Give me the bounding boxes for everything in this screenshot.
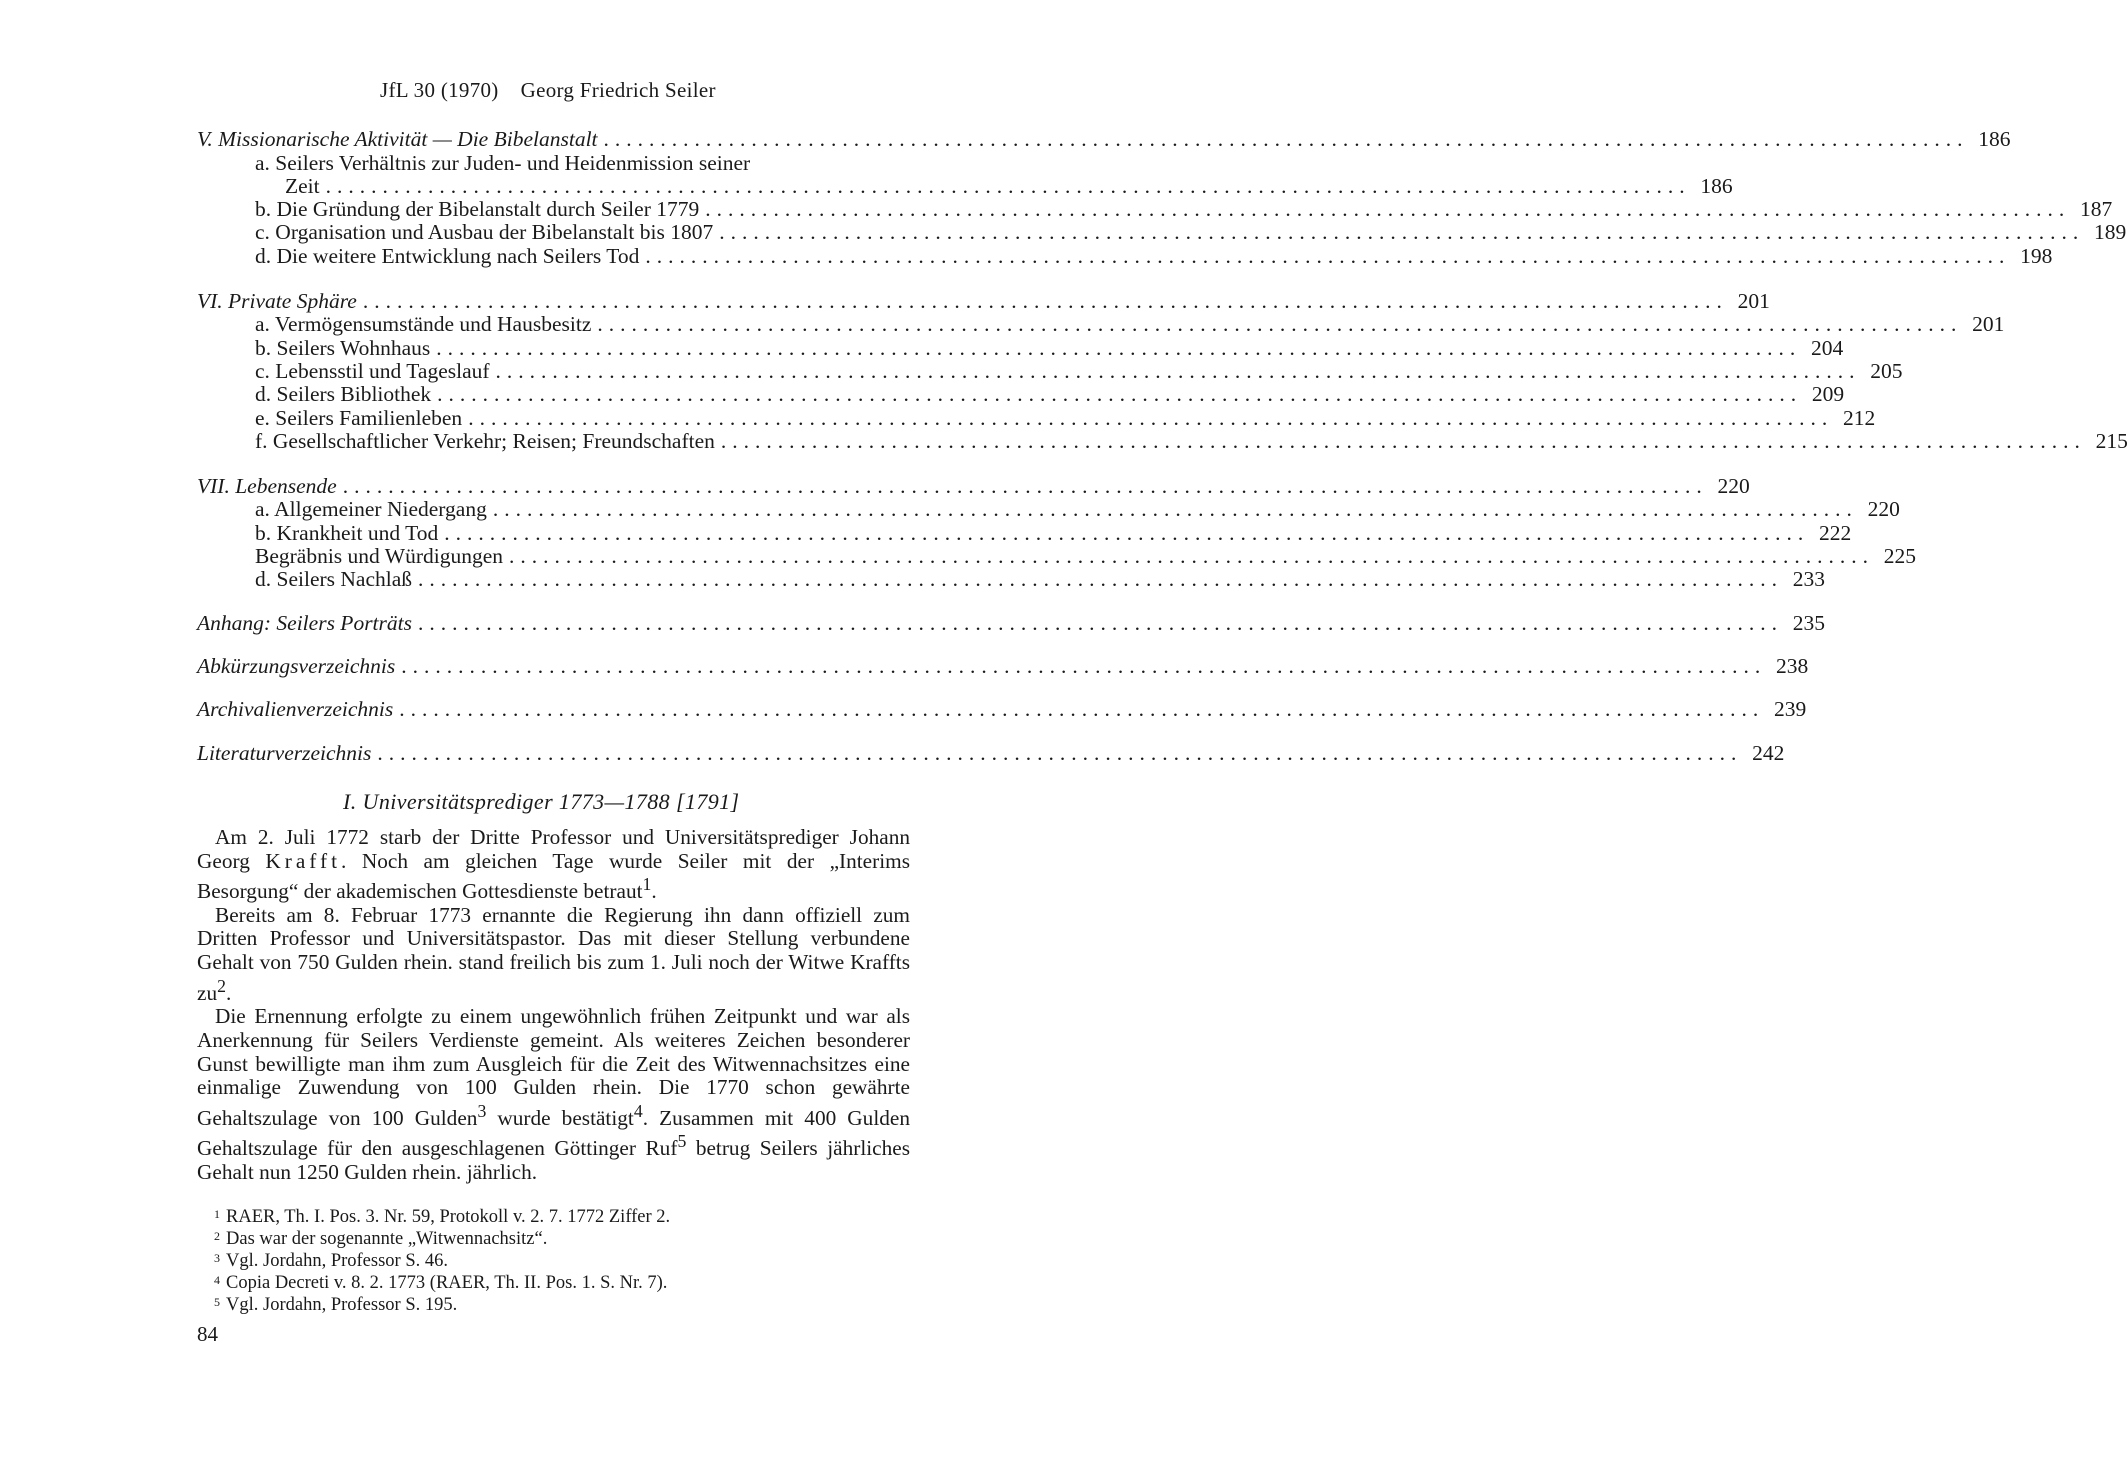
- toc-page-number: 220: [1867, 497, 1900, 522]
- toc-entry-title: a. Vermögensumstände und Hausbesitz: [255, 312, 592, 337]
- paragraph: Bereits am 8. Februar 1773 ernannte die Regierung ihn dann offiziell zum Dritten Professor und Universitätspastor. Das mit dieser Stellung verbundene Gehalt von 750 Gulden rhein. stand freilich bis zum 1. Juli noch der Witwe Kraffts $zu^2$.: [197, 902, 910, 1005]
- paragraph: Die Ernennung erfolgte zu einem ungewöhnlich frühen Zeitpunkt und war als Anerkennung für Seilers Verdienste gemeint. Als weiteres Zeichen besonderer Gunst bewilligte man ihm zum Ausgleich für die Zeit des Witwennachsitzes eine einmalige Zuwendung von 100 Gulden rhein. Die 1770 schon gewährte Gehaltszulage von 100 Gulden$^3$ wurde bestätigt$^4$. Zusammen mit 400 Gulden Gehaltszulage für den ausgeschlagenen Göttinger Ruf$^5$ betrug Seilers jährliches Gehalt nun 1250 Gulden rhein. jährlich.: [197, 1004, 911, 1185]
- toc-page-number: 222: [1818, 520, 1852, 545]
- toc-entry-title: f. Gesellschaftlicher Verkehr; Reisen; Freundschaften: [255, 428, 715, 453]
- footnote: $^2$ Das war der sogenannte „Witwennachsitz“.: [214, 1229, 548, 1249]
- leader-dots: ........................................................................................................................: [645, 243, 2011, 268]
- toc-entry-title: VI. Private Sphäre: [197, 289, 357, 314]
- body-text: [197, 826, 910, 1185]
- leader-dots: ........................................................................................................................: [509, 544, 1875, 569]
- leader-dots: ........................................................................................................................: [492, 497, 1858, 522]
- toc-page-number: 201: [1737, 289, 1770, 314]
- toc-entry: [197, 151, 913, 174]
- toc-page-number: 220: [1717, 474, 1750, 499]
- toc-entry-continuation: [197, 173, 1733, 198]
- toc-appendix-abbreviations: [197, 653, 1809, 678]
- toc-page-number: 225: [1883, 544, 1917, 569]
- footnote: $^5$ Vgl. Jordahn, Professor S. 195.: [214, 1295, 458, 1315]
- toc-page-number: 186: [1978, 127, 2011, 152]
- toc-page-number: 239: [1773, 697, 1807, 722]
- toc-entry: [197, 312, 2005, 337]
- toc-page-number: 238: [1776, 653, 1809, 678]
- toc-entry: [197, 382, 1845, 407]
- table-of-contents: [197, 127, 2128, 765]
- toc-page-number: 233: [1792, 567, 1826, 592]
- toc-entry: [197, 243, 2053, 268]
- toc-page-number: 242: [1752, 740, 1785, 765]
- footnote: $^4$ Copia Decreti v. 8. 2. 1773 (RAER, Th. II. Pos. 1. S. Nr. 7).: [214, 1273, 668, 1293]
- footnotes: [214, 1205, 670, 1315]
- leader-dots: ........................................................................................................................: [436, 335, 1802, 360]
- toc-entry-title: Literaturverzeichnis: [197, 740, 372, 765]
- toc-page-number: 215: [2095, 428, 2128, 453]
- toc-page-number: 204: [1810, 335, 1844, 360]
- leader-dots: ........................................................................................................................: [719, 220, 2085, 245]
- toc-entry-title: e. Seilers Familienleben: [255, 405, 463, 430]
- toc-entry-title: VII. Lebensende: [197, 474, 337, 499]
- toc-entry-title: d. Seilers Bibliothek: [255, 382, 432, 407]
- toc-page-number: 186: [1700, 173, 1733, 198]
- chapter-heading: I. Universitätsprediger 1773—1788 [1791]: [343, 789, 740, 814]
- leader-dots: ........................................................................................................................: [418, 610, 1783, 635]
- leader-dots: ........................................................................................................................: [437, 382, 1803, 407]
- toc-entry-title: b. Seilers Wohnhaus: [255, 335, 431, 360]
- leader-dots: ........................................................................................................................: [342, 474, 1708, 499]
- toc-entry: [197, 220, 2127, 245]
- toc-entry: [197, 520, 1852, 545]
- spaced-name: Krafft: [265, 848, 342, 873]
- toc-page-number: 201: [1972, 312, 2005, 337]
- toc-entry: [197, 428, 2128, 453]
- toc-section-v: [197, 127, 2011, 152]
- footnote-marker: 4: [633, 1100, 643, 1121]
- paragraph: Am 2. Juli 1772 starb der Dritte Professor und Universitätsprediger Johann Georg Krafft. Noch am gleichen Tage wurde Seiler mit der „Interims Besorgung“ der akademischen Gottesdienste betraut$^1$.: [197, 825, 910, 904]
- toc-entry-title: c. Lebensstil und Tageslauf: [255, 358, 490, 383]
- toc-entry-title: Abkürzungsverzeichnis: [197, 653, 396, 678]
- toc-entry-title: d. Die weitere Entwicklung nach Seilers Tod: [255, 243, 640, 268]
- toc-appendix-portraits: [197, 610, 1825, 635]
- toc-entry-title: Begräbnis und Würdigungen: [255, 544, 504, 569]
- toc-entry: [197, 335, 1844, 360]
- toc-entry-title: b. Krankheit und Tod: [255, 520, 439, 545]
- toc-entry-title: Zeit: [285, 173, 320, 198]
- toc-entry-title: V. Missionarische Aktivität — Die Bibelanstalt: [197, 127, 598, 152]
- toc-entry-title: a. Seilers Verhältnis zur Juden- und Heidenmission seiner: [255, 150, 751, 175]
- toc-section-vi: [197, 289, 1770, 314]
- leader-dots: ........................................................................................................................: [720, 428, 2086, 453]
- toc-page-number: 205: [1870, 358, 1903, 383]
- footnote-marker: 3: [477, 1100, 487, 1121]
- toc-entry-title: Anhang: Seilers Porträts: [197, 610, 412, 635]
- leader-dots: ........................................................................................................................: [597, 312, 1963, 337]
- toc-page-number: 198: [2020, 243, 2053, 268]
- toc-entry-title: a. Allgemeiner Niedergang: [255, 497, 487, 522]
- toc-entry: [197, 497, 1900, 522]
- page-number: 84: [197, 1322, 218, 1346]
- toc-entry-title: Archivalienverzeichnis: [197, 697, 394, 722]
- footnote: $^3$ Vgl. Jordahn, Professor S. 46.: [214, 1251, 448, 1271]
- toc-appendix-archives: [197, 697, 1807, 722]
- toc-entry: [197, 197, 2113, 222]
- leader-dots: ........................................................................................................................: [362, 289, 1728, 314]
- footnote-marker: 2: [217, 975, 226, 996]
- leader-dots: ........................................................................................................................: [603, 127, 1969, 152]
- toc-entry-title: c. Organisation und Ausbau der Bibelanstalt bis 1807: [255, 220, 714, 245]
- footnote: $^1$ RAER, Th. I. Pos. 3. Nr. 59, Protokoll v. 2. 7. 1772 Ziffer 2.: [214, 1207, 671, 1227]
- leader-dots: ........................................................................................................................: [377, 740, 1743, 765]
- toc-page-number: 235: [1792, 610, 1825, 635]
- toc-section-vii: [197, 474, 1750, 499]
- leader-dots: ........................................................................................................................: [325, 173, 1691, 198]
- toc-entry: [197, 358, 1903, 383]
- running-header: [380, 78, 716, 103]
- toc-page-number: 209: [1811, 382, 1845, 407]
- toc-page-number: 189: [2093, 220, 2127, 245]
- footnote-marker: 5: [677, 1131, 687, 1152]
- leader-dots: ........................................................................................................................: [495, 358, 1861, 383]
- toc-page-number: 212: [1842, 405, 1876, 430]
- leader-dots: ........................................................................................................................: [468, 405, 1834, 430]
- toc-entry-title: b. Die Gründung der Bibelanstalt durch Seiler 1779: [255, 197, 700, 222]
- leader-dots: ........................................................................................................................: [401, 653, 1767, 678]
- journal-reference: JfL 30 (1970): [380, 78, 499, 102]
- leader-dots: ........................................................................................................................: [399, 697, 1765, 722]
- leader-dots: ........................................................................................................................: [705, 197, 2071, 222]
- toc-appendix-literature: [197, 740, 1785, 765]
- toc-entry-title: d. Seilers Nachlaß: [255, 567, 413, 592]
- toc-entry: [197, 544, 1917, 569]
- header-author: Georg Friedrich Seiler: [520, 78, 716, 102]
- toc-entry: [197, 405, 1876, 430]
- leader-dots: ........................................................................................................................: [418, 567, 1784, 592]
- footnote-marker: 1: [642, 874, 652, 895]
- toc-entry: [197, 567, 1826, 592]
- leader-dots: ........................................................................................................................: [444, 520, 1810, 545]
- toc-page-number: 187: [2080, 197, 2113, 222]
